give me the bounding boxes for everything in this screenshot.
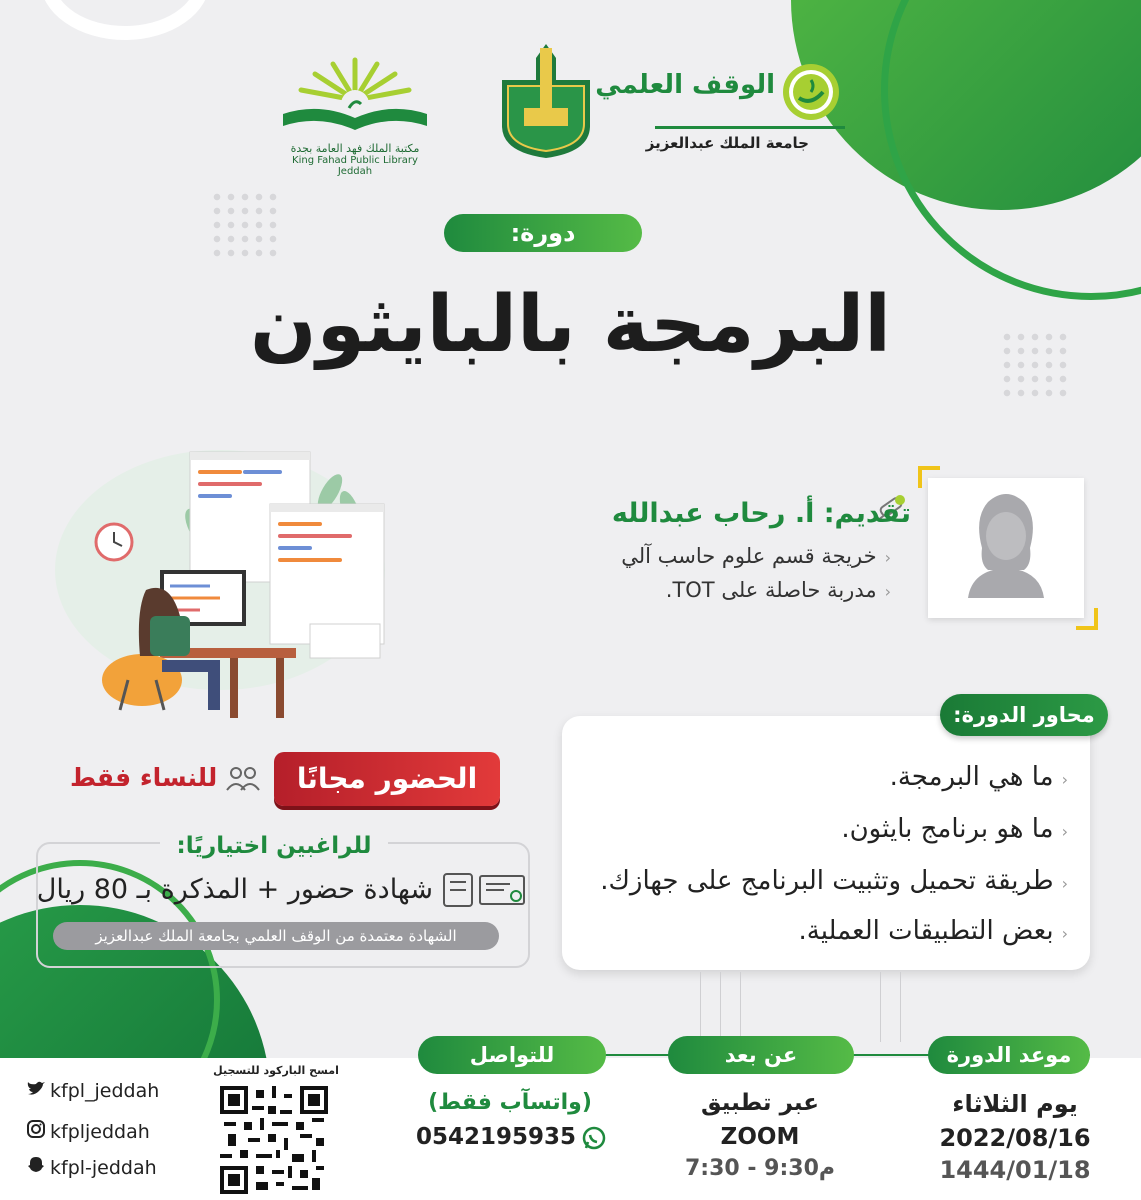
footer-connector-line <box>880 972 881 1042</box>
whatsapp-icon <box>582 1126 606 1150</box>
library-name-ar: مكتبة الملك فهد العامة بجدة <box>290 142 420 155</box>
qr-caption: امسح الباركود للتسجيل <box>213 1064 339 1077</box>
remote-label-pill: عن بعد <box>668 1036 854 1074</box>
chevron-left-icon: ‹ <box>1061 770 1068 789</box>
topic-item: ‹ما هو برنامج بايثون. <box>841 814 1068 844</box>
snapchat-icon <box>26 1156 46 1179</box>
twitter-icon <box>26 1080 46 1102</box>
social-snapchat[interactable]: kfpl-jeddah <box>26 1156 157 1179</box>
endowment-logo-icon <box>781 62 841 122</box>
illustration <box>50 420 390 720</box>
chevron-left-icon: ‹ <box>884 582 891 601</box>
course-title: البرمجة بالبايثون <box>250 280 891 370</box>
frame-corner <box>1076 608 1098 630</box>
library-logo-icon <box>275 52 435 138</box>
presenter-photo <box>928 478 1084 618</box>
avatar-placeholder-icon <box>928 478 1084 618</box>
frame-corner <box>918 466 940 488</box>
women-only-label: للنساء فقط <box>70 763 218 792</box>
contact-whatsapp-only: (واتسآب فقط) <box>428 1090 592 1115</box>
decor-dots <box>210 190 280 260</box>
library-logo <box>275 52 435 177</box>
certificate-title: للراغبين اختياريًا: <box>160 828 388 864</box>
endowment-divider <box>655 126 845 129</box>
topic-item: ‹ما هي البرمجة. <box>889 762 1068 792</box>
topic-item: ‹طريقة تحميل وتثبيت البرنامج على جهازك. <box>600 866 1068 896</box>
certificate-icon <box>440 870 528 910</box>
remote-app: ZOOM <box>720 1124 800 1150</box>
chevron-left-icon: ‹ <box>1061 874 1068 893</box>
contact-label-pill: للتواصل <box>418 1036 606 1074</box>
endowment-university: جامعة الملك عبدالعزيز <box>645 134 809 152</box>
presenter-name: تقديم: أ. رحاب عبدالله <box>611 498 911 529</box>
programmer-illustration <box>50 420 390 720</box>
chevron-left-icon: ‹ <box>1061 924 1068 943</box>
decor-ring-top-left <box>40 0 210 40</box>
qr-code-icon <box>220 1086 328 1194</box>
remote-via: عبر تطبيق <box>701 1090 819 1116</box>
footer-connector-line <box>900 972 901 1042</box>
presenter-bullet: ‹مدربة حاصلة على TOT. <box>665 578 891 602</box>
endowment-name: الوقف العلمي <box>595 70 775 100</box>
footer-connector-line <box>700 972 701 1042</box>
people-icon <box>224 764 262 794</box>
topics-card <box>562 716 1090 970</box>
schedule-label-pill: موعد الدورة <box>928 1036 1090 1074</box>
schedule-date-hijri: 1444/01/18 <box>939 1156 1091 1184</box>
library-name-en: King Fahad Public Library Jeddah <box>292 155 418 177</box>
free-attendance-badge: الحضور مجانًا <box>274 752 500 806</box>
certificate-note: الشهادة معتمدة من الوقف العلمي بجامعة الملك عبدالعزيز <box>53 922 499 950</box>
contact-phone[interactable]: 0542195935 <box>415 1124 577 1150</box>
decor-ring-top-right <box>881 0 1141 300</box>
chevron-left-icon: ‹ <box>884 548 891 567</box>
footer-connector-line <box>740 972 741 1042</box>
social-instagram[interactable]: kfpljeddah <box>26 1120 150 1143</box>
chevron-left-icon: ‹ <box>1061 822 1068 841</box>
topics-label-pill: محاور الدورة: <box>940 694 1108 736</box>
social-twitter[interactable]: kfpl_jeddah <box>26 1080 159 1102</box>
remote-time: 7:30 - 9:30م <box>684 1156 835 1181</box>
instagram-icon <box>26 1120 46 1143</box>
footer-connector-line <box>720 972 721 1042</box>
registration-qr-code[interactable] <box>220 1086 328 1194</box>
university-seal <box>494 40 598 160</box>
course-label-pill: دورة: <box>444 214 642 252</box>
schedule-day: يوم الثلاثاء <box>952 1090 1078 1118</box>
endowment-logo <box>595 58 845 158</box>
university-seal-icon <box>494 40 598 160</box>
schedule-date-gregorian: 2022/08/16 <box>939 1124 1091 1152</box>
presenter-bullet: ‹خريجة قسم علوم حاسب آلي <box>621 544 891 568</box>
certificate-offer: شهادة حضور + المذكرة بـ 80 ريال <box>36 874 433 905</box>
topic-item: ‹بعض التطبيقات العملية. <box>798 916 1068 946</box>
